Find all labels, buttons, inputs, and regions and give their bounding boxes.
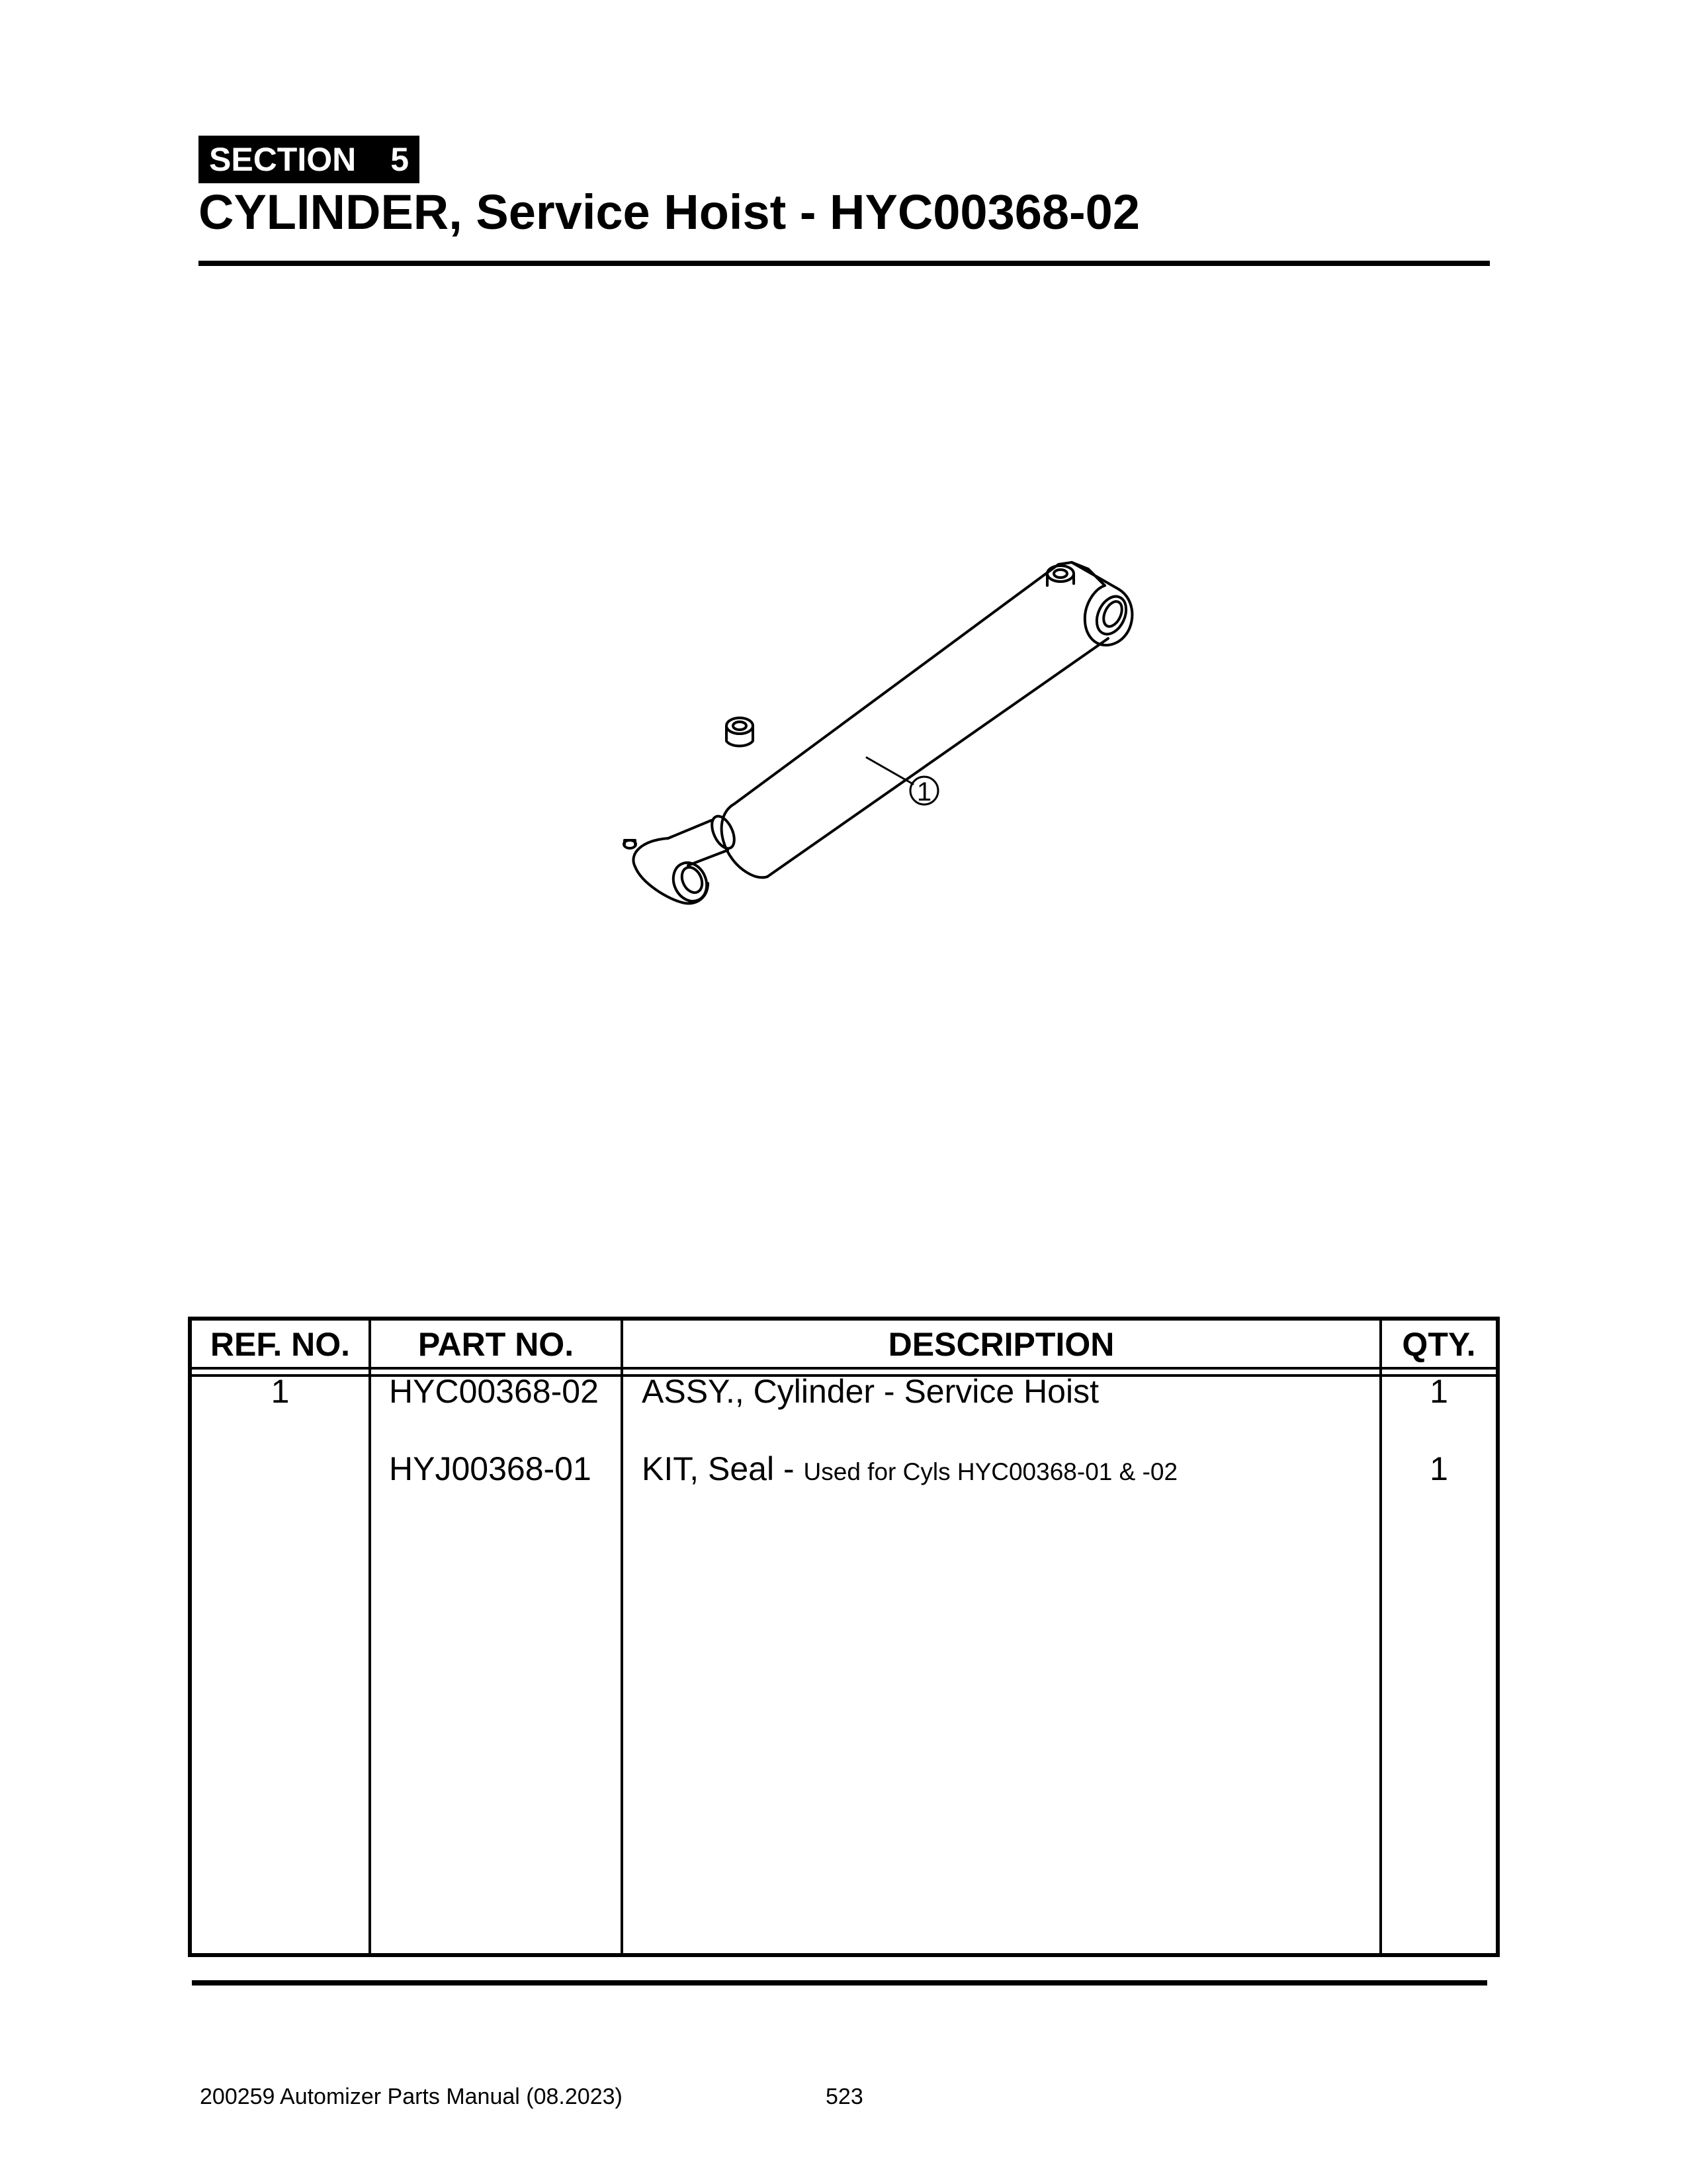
page-title: CYLINDER, Service Hoist - HYC00368-02 <box>198 185 1140 240</box>
section-tag <box>198 136 419 183</box>
cylinder-barrel-bottom <box>767 638 1108 877</box>
row1-part-no: HYC00368-02 <box>389 1373 599 1410</box>
bottom-rule <box>192 1980 1487 1986</box>
row2-description-note: Used for Cyls HYC00368-01 & -02 <box>803 1458 1178 1485</box>
section-number: 5 <box>390 141 410 178</box>
col-divider <box>368 1321 371 1953</box>
row2-qty: 1 <box>1430 1450 1448 1487</box>
cylinder-barrel <box>734 562 1105 804</box>
row1-ref: 1 <box>271 1373 290 1410</box>
row2-description <box>642 1450 1178 1488</box>
row1-description: ASSY., Cylinder - Service Hoist <box>642 1373 1099 1410</box>
footer-manual: 200259 Automizer Parts Manual (08.2023) <box>200 2084 623 2109</box>
col-divider <box>1379 1321 1382 1953</box>
col-header-description: DESCRIPTION <box>888 1326 1115 1363</box>
section-label: SECTION <box>209 141 357 178</box>
cylinder-illustration <box>569 549 1164 933</box>
page-number: 523 <box>826 2084 863 2109</box>
piston-rod <box>668 820 711 838</box>
col-header-qty: QTY. <box>1402 1326 1476 1363</box>
callout-leader <box>867 758 913 784</box>
col-header-part: PART NO. <box>417 1326 574 1363</box>
col-header-ref: REF. NO. <box>210 1326 351 1363</box>
barrel-left-cap <box>722 804 767 877</box>
callout-label: 1 <box>916 777 932 807</box>
parts-table <box>188 1317 1500 1957</box>
rod-end-face <box>707 813 738 852</box>
title-rule <box>198 261 1490 266</box>
rear-eye-hole-outer <box>1091 591 1132 638</box>
header-rule <box>192 1367 1496 1370</box>
middle-port-top <box>726 718 753 734</box>
row2-description-main: KIT, Seal - <box>642 1450 804 1487</box>
row2-part-no: HYJ00368-01 <box>389 1450 591 1487</box>
top-port-top <box>1047 566 1074 582</box>
row1-qty: 1 <box>1430 1373 1448 1410</box>
col-divider <box>621 1321 623 1953</box>
